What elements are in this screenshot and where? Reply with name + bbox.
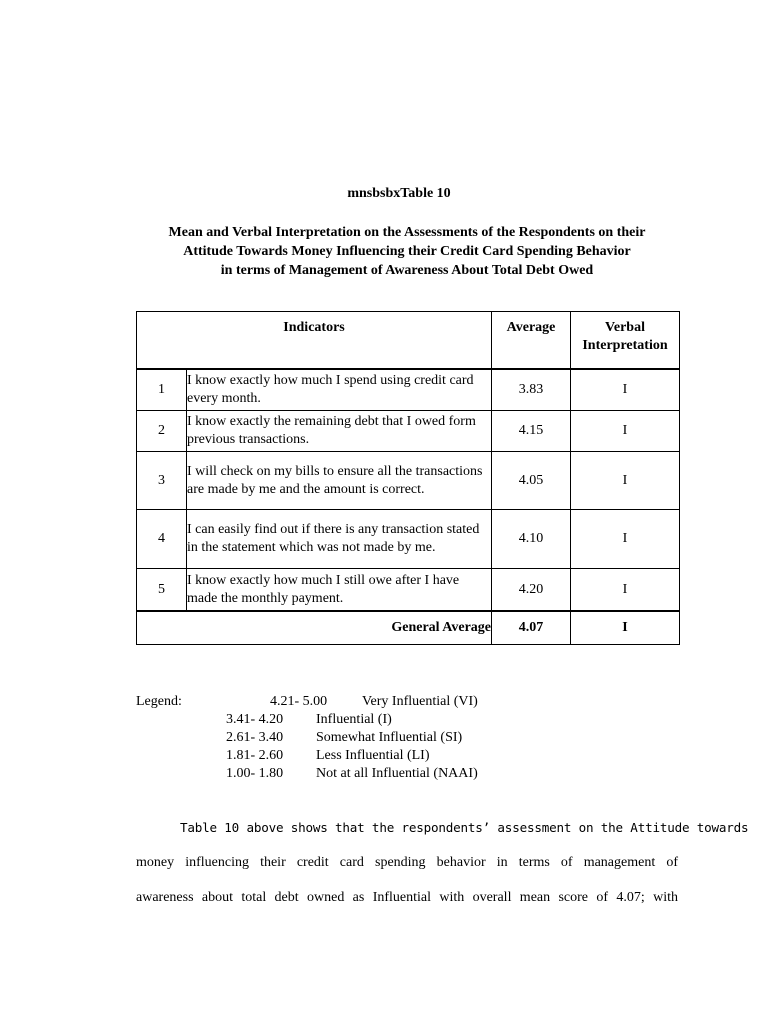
- legend-range: 2.61- 3.40: [226, 730, 284, 745]
- row-number: 4: [137, 510, 187, 569]
- paragraph-line: awareness about total debt owned as Influential with overall mean score of 4.07; with: [136, 890, 678, 905]
- table-row: [137, 510, 680, 569]
- legend-description: Not at all Influential (NAAI): [316, 766, 478, 781]
- table-row: [137, 452, 680, 510]
- table-row: [137, 569, 680, 612]
- general-average-row: [137, 611, 680, 645]
- header-verbal-line2: Interpretation: [582, 338, 668, 353]
- results-table: [136, 311, 680, 645]
- legend-range: 1.81- 2.60: [226, 748, 284, 763]
- row-interpretation: I: [571, 411, 680, 452]
- row-number: 1: [137, 369, 187, 411]
- legend-label: Legend:: [136, 694, 182, 709]
- caption-line: Mean and Verbal Interpretation on the Assessments of the Respondents on their: [168, 225, 646, 240]
- header-verbal-interpretation: [571, 312, 680, 370]
- row-interpretation: I: [571, 452, 680, 510]
- general-average-interpretation: I: [571, 611, 680, 645]
- row-number: 2: [137, 411, 187, 452]
- row-average: 4.15: [492, 411, 571, 452]
- row-indicator: I can easily find out if there is any transaction stated in the statement which was not made by me.: [187, 510, 492, 569]
- legend-description: Somewhat Influential (SI): [316, 730, 463, 745]
- caption-line: in terms of Management of Awareness About Total Debt Owed: [220, 263, 594, 278]
- table-number: mnsbsbxTable 10: [347, 186, 451, 201]
- table-row: [137, 369, 680, 411]
- row-average: 4.05: [492, 452, 571, 510]
- row-average: 4.10: [492, 510, 571, 569]
- paragraph-line: money influencing their credit card spending behavior in terms of management of: [136, 855, 678, 870]
- table-caption: [136, 223, 678, 280]
- legend-range: 3.41- 4.20: [226, 712, 284, 727]
- legend-range: 1.00- 1.80: [226, 766, 284, 781]
- table-row: [137, 411, 680, 452]
- row-indicator: I know exactly the remaining debt that I owed form previous transactions.: [187, 411, 492, 452]
- general-average-label: General Average: [137, 611, 492, 645]
- row-number: 3: [137, 452, 187, 510]
- row-interpretation: I: [571, 569, 680, 612]
- row-number: 5: [137, 569, 187, 612]
- general-average-value: 4.07: [492, 611, 571, 645]
- caption-line: Attitude Towards Money Influencing their Credit Card Spending Behavior: [183, 244, 631, 259]
- row-indicator: I know exactly how much I spend using credit card every month.: [187, 369, 492, 411]
- row-indicator: I will check on my bills to ensure all the transactions are made by me and the amount is correct.: [187, 452, 492, 510]
- legend-description: Influential (I): [316, 712, 392, 727]
- row-interpretation: I: [571, 510, 680, 569]
- header-indicators: Indicators: [137, 312, 492, 370]
- header-average: Average: [492, 312, 571, 370]
- row-indicator: I know exactly how much I still owe after I have made the monthly payment.: [187, 569, 492, 612]
- row-average: 3.83: [492, 369, 571, 411]
- legend-description: Very Influential (VI): [362, 694, 478, 709]
- header-verbal-line1: Verbal: [605, 320, 645, 335]
- table-header-row: [137, 312, 680, 370]
- legend-description: Less Influential (LI): [316, 748, 430, 763]
- row-interpretation: I: [571, 369, 680, 411]
- paragraph-line: Table 10 above shows that the respondents’ assessment on the Attitude towards: [180, 820, 749, 835]
- legend-range: 4.21- 5.00: [270, 694, 328, 709]
- row-average: 4.20: [492, 569, 571, 612]
